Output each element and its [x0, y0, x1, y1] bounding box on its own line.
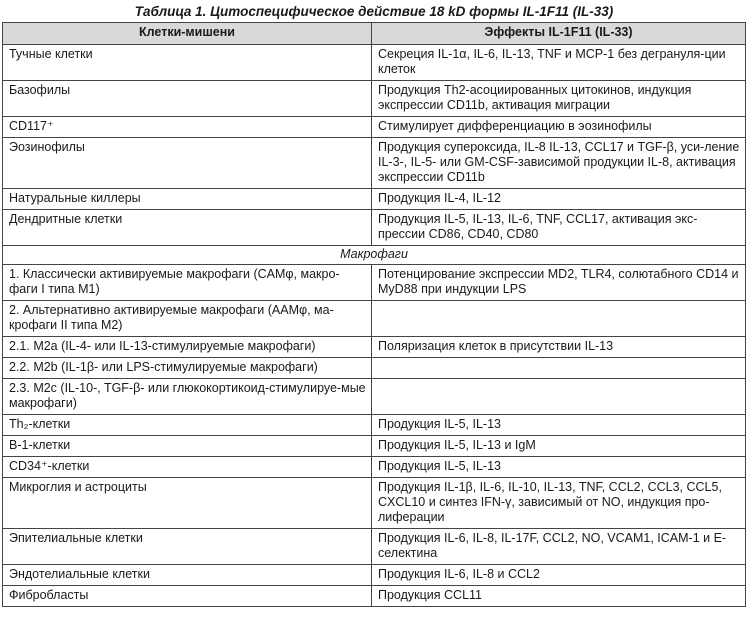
- section-row: [3, 246, 746, 265]
- table-header-row: [3, 23, 746, 45]
- effect-cell: Продукция CCL11: [372, 586, 746, 607]
- target-cell: 1. Классически активируемые макрофаги (CAMφ, макро-фаги I типа M1): [3, 265, 372, 301]
- table-row: [3, 138, 746, 189]
- target-cell: Эндотелиальные клетки: [3, 565, 372, 586]
- target-cell: Фибробласты: [3, 586, 372, 607]
- effect-cell: Продукция IL-5, IL-13: [372, 415, 746, 436]
- target-cell: Натуральные киллеры: [3, 189, 372, 210]
- effect-cell: [372, 379, 746, 415]
- table-row: [3, 586, 746, 607]
- table-row: [3, 415, 746, 436]
- target-cell: Дендритные клетки: [3, 210, 372, 246]
- target-cell: Тучные клетки: [3, 45, 372, 81]
- column-header-targets: Клетки-мишени: [3, 23, 372, 45]
- target-cell: 2.2. M2b (IL-1β- или LPS-стимулируемые макрофаги): [3, 358, 372, 379]
- target-cell: 2. Альтернативно активируемые макрофаги (AAMφ, ма-крофаги II типа M2): [3, 301, 372, 337]
- table-row: [3, 45, 746, 81]
- effect-cell: Продукция IL-6, IL-8, IL-17F, CCL2, NO, VCAM1, ICAM-1 и E-селектина: [372, 529, 746, 565]
- target-cell: Базофилы: [3, 81, 372, 117]
- effect-cell: [372, 358, 746, 379]
- table-row: [3, 337, 746, 358]
- effect-cell: Секреция IL-1α, IL-6, IL-13, TNF и MCP-1 без дегрануля-ции клеток: [372, 45, 746, 81]
- column-header-effects: Эффекты IL-1F11 (IL-33): [372, 23, 746, 45]
- effect-cell: [372, 301, 746, 337]
- table-row: [3, 436, 746, 457]
- target-cell: Th₂-клетки: [3, 415, 372, 436]
- target-cell: 2.1. M2a (IL-4- или IL-13-стимулируемые макрофаги): [3, 337, 372, 358]
- target-cell: Микроглия и астроциты: [3, 478, 372, 529]
- cytokine-effects-table: [2, 22, 746, 607]
- target-cell: B-1-клетки: [3, 436, 372, 457]
- section-label: Макрофаги: [3, 246, 746, 265]
- target-cell: CD117⁺: [3, 117, 372, 138]
- table-row: [3, 210, 746, 246]
- table-row: [3, 117, 746, 138]
- target-cell: Эпителиальные клетки: [3, 529, 372, 565]
- table-row: [3, 457, 746, 478]
- target-cell: 2.3. M2c (IL-10-, TGF-β- или глюкокортикоид-стимулируе-мые макрофаги): [3, 379, 372, 415]
- effect-cell: Продукция IL-5, IL-13 и IgM: [372, 436, 746, 457]
- effect-cell: Продукция супероксида, IL-8 IL-13, CCL17 и TGF-β, уси-ление IL-3-, IL-5- или GM-CSF-зависимой продукции IL-8, активация экспрессии CD11b: [372, 138, 746, 189]
- table-row: [3, 565, 746, 586]
- table-row: [3, 81, 746, 117]
- effect-cell: Продукция IL-6, IL-8 и CCL2: [372, 565, 746, 586]
- effect-cell: Потенцирование экспрессии MD2, TLR4, солютабного CD14 и MyD88 при индукции LPS: [372, 265, 746, 301]
- table-row: [3, 529, 746, 565]
- table-row: [3, 189, 746, 210]
- target-cell: Эозинофилы: [3, 138, 372, 189]
- table-row: [3, 379, 746, 415]
- effect-cell: Поляризация клеток в присутствии IL-13: [372, 337, 746, 358]
- table-row: [3, 301, 746, 337]
- table-caption: Таблица 1. Цитоспецифическое действие 18 kD формы IL-1F11 (IL-33): [134, 4, 614, 19]
- effect-cell: Продукция IL-1β, IL-6, IL-10, IL-13, TNF, CCL2, CCL3, CCL5, CXCL10 и синтез IFN-γ, зависимый от NO, индукция про-лиферации: [372, 478, 746, 529]
- table-row: [3, 265, 746, 301]
- target-cell: CD34⁺-клетки: [3, 457, 372, 478]
- table-row: [3, 478, 746, 529]
- effect-cell: Стимулирует дифференциацию в эозинофилы: [372, 117, 746, 138]
- effect-cell: Продукция IL-5, IL-13, IL-6, TNF, CCL17, активация экс-прессии CD86, CD40, CD80: [372, 210, 746, 246]
- effect-cell: Продукция IL-4, IL-12: [372, 189, 746, 210]
- effect-cell: Продукция IL-5, IL-13: [372, 457, 746, 478]
- table-row: [3, 358, 746, 379]
- effect-cell: Продукция Th2-асоциированных цитокинов, индукция экспрессии CD11b, активация миграции: [372, 81, 746, 117]
